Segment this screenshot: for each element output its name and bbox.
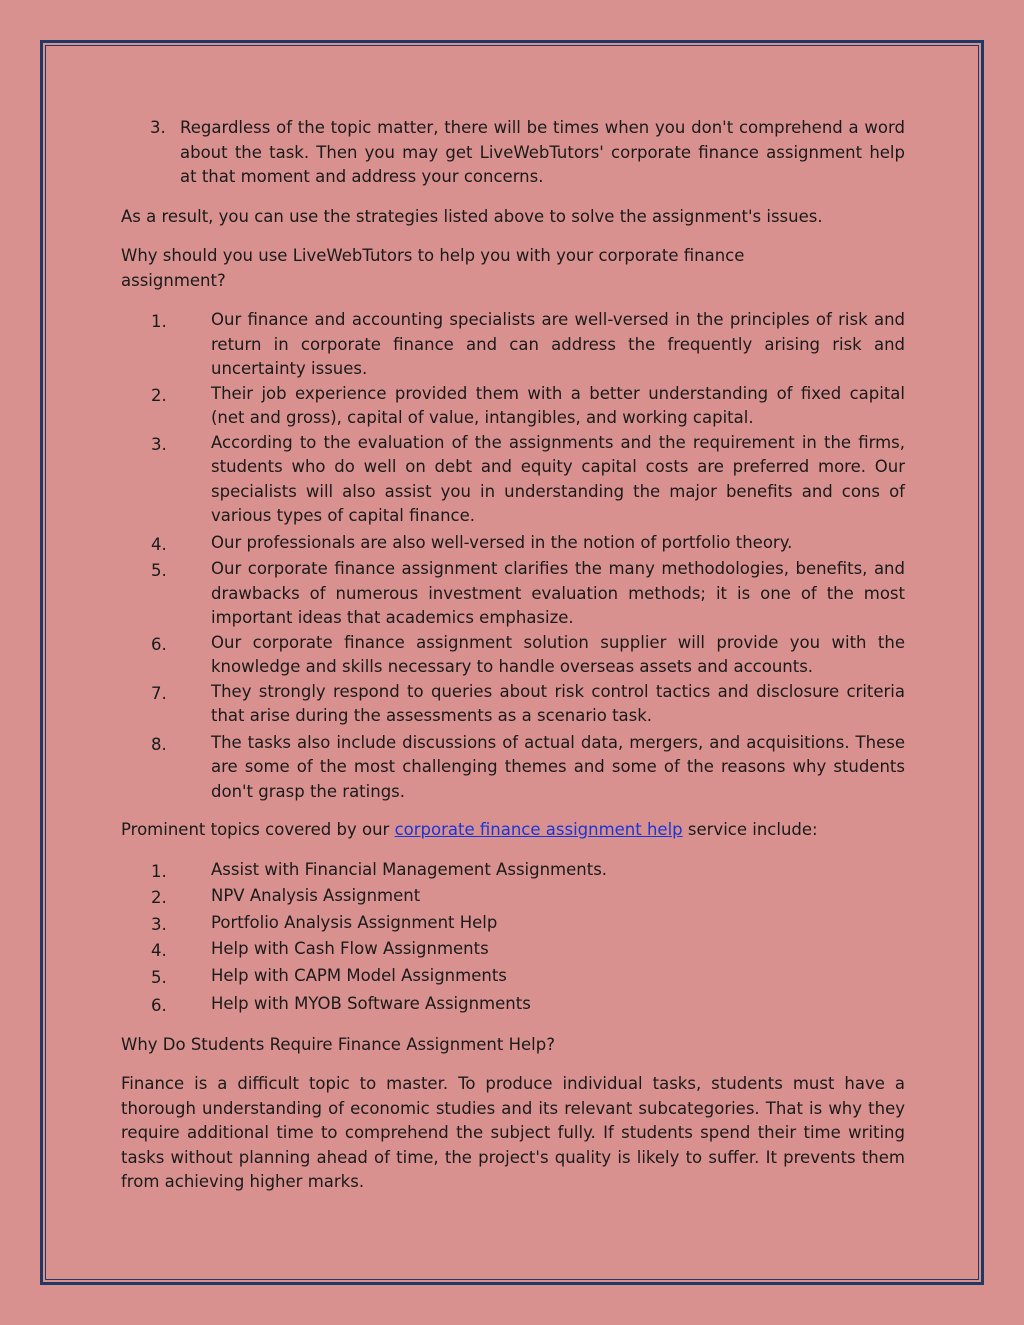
topics-intro-text: Prominent topics covered by our xyxy=(121,820,395,839)
list-item xyxy=(121,937,905,964)
paragraph-topics-intro xyxy=(121,818,905,843)
list-item xyxy=(121,731,905,805)
list-item xyxy=(121,964,905,991)
list-item-text: Help with CAPM Model Assignments xyxy=(211,965,507,985)
list-item xyxy=(121,431,905,529)
list-item xyxy=(121,992,905,1019)
list-number: 1. xyxy=(151,312,167,331)
list-number: 3. xyxy=(151,434,167,454)
list-item-text: NPV Analysis Assignment xyxy=(211,886,421,905)
list-number: 2. xyxy=(151,888,167,907)
list-item-text: Their job experience provided them with a better understanding of fixed capital (net and gross), capital of value, intangibles, and working capital. xyxy=(211,383,905,427)
list-item xyxy=(121,557,905,631)
list-number: 6. xyxy=(151,634,167,654)
list-item-text: Portfolio Analysis Assignment Help xyxy=(211,912,498,932)
list-item-text: Our professionals are also well-versed in the notion of portfolio theory. xyxy=(211,532,793,552)
list-item-text: They strongly respond to queries about risk control tactics and disclosure criteria that arise during the assessments as a scenario task. xyxy=(211,681,905,725)
list-item-text: Our corporate finance assignment clarifies the many methodologies, benefits, and drawbacks of numerous investment evaluation methods; it is one of the most important ideas that academics emphasize. xyxy=(211,559,905,627)
list-number: 4. xyxy=(151,534,167,554)
list-number: 3. xyxy=(150,118,166,137)
list-item xyxy=(121,308,905,382)
list-number: 6. xyxy=(151,996,167,1015)
list-item-text: Help with MYOB Software Assignments xyxy=(211,994,531,1013)
intro-list-item xyxy=(121,116,905,190)
paragraph-finance: Finance is a difficult topic to master. To produce individual tasks, students must have a thorough understanding of economic studies and its relevant subcategories. That is why they require additional time to comprehend the subject fully. If students spend their time writing tasks without planning ahead of time, the project's quality is likely to suffer. It prevents them from achieving higher marks. xyxy=(121,1074,905,1191)
list-number: 2. xyxy=(151,385,167,405)
paragraph-why-use: Why should you use LiveWebTutors to help you with your corporate finance assignment? xyxy=(121,246,745,290)
list-item-text: Help with Cash Flow Assignments xyxy=(211,939,489,958)
corporate-finance-help-link[interactable]: corporate finance assignment help xyxy=(394,820,683,839)
list-item-text: Regardless of the topic matter, there will be times when you don't comprehend a word about the task. Then you may get LiveWebTutors' corporate finance assignment help at that moment and address your concerns. xyxy=(180,118,905,186)
list-item-text: Our corporate finance assignment solution supplier will provide you with the knowledge and skills necessary to handle overseas assets and accounts. xyxy=(211,632,905,676)
list-item-text: The tasks also include discussions of actual data, mergers, and acquisitions. These are some of the most challenging themes and some of the reasons why students don't grasp the ratings. xyxy=(211,732,905,801)
list-number: 1. xyxy=(151,861,167,881)
paragraph-why-students: Why Do Students Require Finance Assignment Help? xyxy=(121,1034,555,1054)
list-item xyxy=(121,382,905,431)
list-item xyxy=(121,911,905,938)
list-item-text: According to the evaluation of the assignments and the requirement in the firms, students who do well on debt and equity capital costs are preferred more. Our specialists will also assist you in understanding the major benefits and cons of various types of capital finance. xyxy=(211,432,905,525)
list-item-text: Assist with Financial Management Assignments. xyxy=(211,859,608,879)
topics-list xyxy=(121,858,905,1019)
list-item-text: Our finance and accounting specialists are well-versed in the principles of risk and return in corporate finance and can address the frequently arising risk and uncertainty issues. xyxy=(211,310,905,378)
list-item xyxy=(121,858,905,885)
list-number: 7. xyxy=(151,683,167,703)
topics-intro-text-end: service include: xyxy=(682,820,818,839)
list-number: 5. xyxy=(151,967,167,987)
document-body xyxy=(121,116,905,1195)
reasons-list xyxy=(121,308,905,804)
list-number: 4. xyxy=(151,941,167,960)
list-item xyxy=(121,884,905,911)
list-item xyxy=(121,631,905,680)
list-item xyxy=(121,680,905,729)
list-item xyxy=(121,531,905,558)
paragraph-result: As a result, you can use the strategies listed above to solve the assignment's issues. xyxy=(121,206,823,226)
list-number: 3. xyxy=(151,914,167,934)
list-number: 8. xyxy=(151,734,167,754)
list-number: 5. xyxy=(151,561,167,580)
